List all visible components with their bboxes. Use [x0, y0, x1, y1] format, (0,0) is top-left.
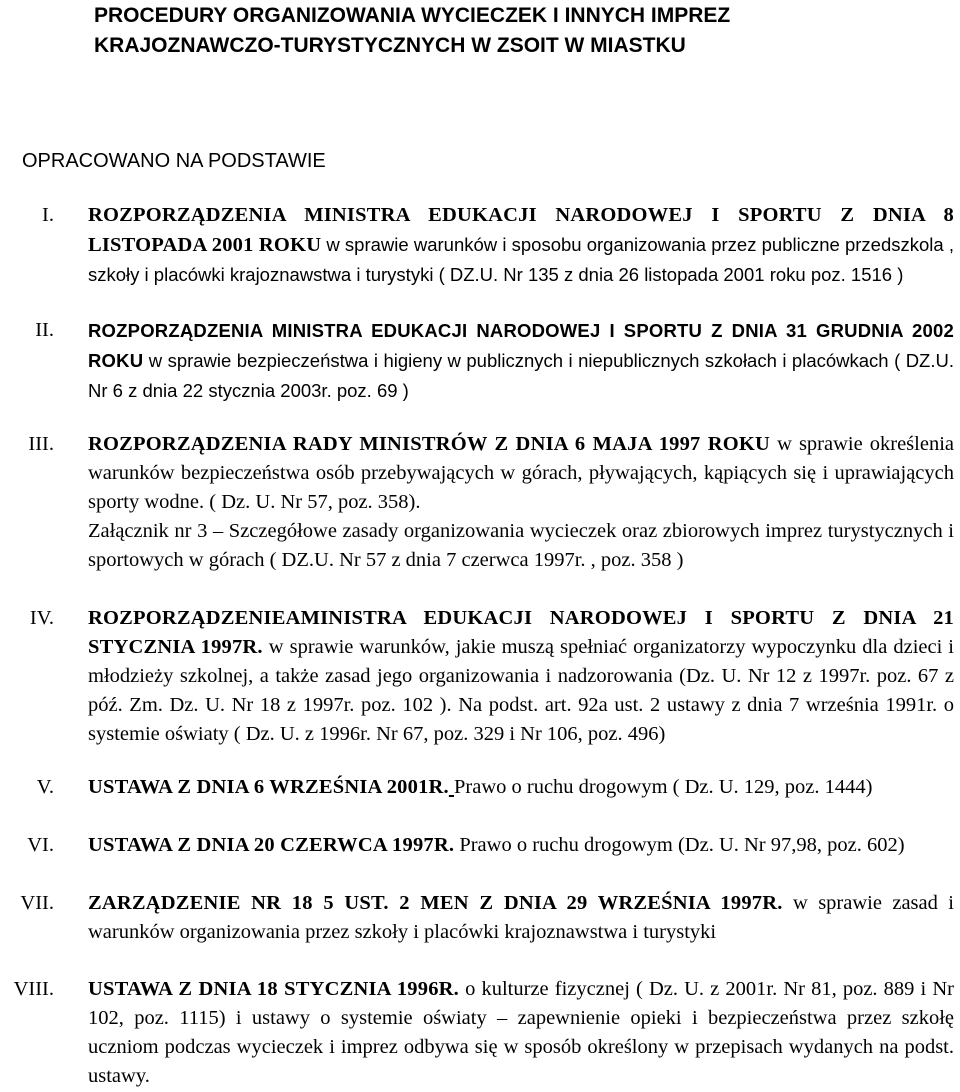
list-item [88, 316, 954, 406]
item-heading: ROZPORZĄDZENIA RADY MINISTRÓW Z DNIA 6 MAJA 1997 ROKU [88, 433, 771, 455]
item-text: w sprawie określenia warunków bezpieczeństwa osób przebywających w górach, pływających, kąpiących się i uprawiających sporty wodne. ( Dz. U. Nr 57, poz. 358). [88, 433, 954, 513]
list-item [88, 975, 954, 1091]
title-line-1: PROCEDURY ORGANIZOWANIA WYCIECZEK I INNYCH IMPREZ [94, 4, 731, 27]
item-heading: USTAWA Z DNIA 6 WRZEŚNIA 2001R. [88, 776, 449, 798]
item-text: w sprawie bezpieczeństwa i higieny w publicznych i niepublicznych szkołach i placówkach ( DZ.U. Nr 6 z dnia 22 stycznia 2003r. poz. 69 ) [88, 350, 954, 401]
document-title [94, 1, 730, 61]
item-text: o kulturze fizycznej ( Dz. U. z 2001r. Nr 81, poz. 889 i Nr 102, poz. 1115) i ustawy o systemie oświaty – zapewnienie opieki i bezpieczeństwa przez szkołę uczniom podczas wycieczek i imprez odbywa się w sposób określony w przepisach wydanych na podst. ustawy. [88, 978, 954, 1087]
item-heading: ROZPORZĄDZENIEAMINISTRA EDUKACJI NARODOWEJ I SPORTU Z DNIA 21 STYCZNIA 1997R. [88, 607, 954, 658]
item-number: III. [28, 433, 54, 455]
item-text: Prawo o ruchu drogowym (Dz. U. Nr 97,98, poz. 602) [459, 834, 905, 856]
item-text: Prawo o ruchu drogowym ( Dz. U. 129, poz. 1444) [454, 776, 873, 798]
item-number: IV. [29, 607, 54, 629]
item-number: II. [35, 319, 54, 341]
item-heading: USTAWA Z DNIA 18 STYCZNIA 1996R. [88, 978, 459, 1000]
title-line-2: KRAJOZNAWCZO-TURYSTYCZNYCH W ZSOIT W MIASTKU [94, 34, 686, 57]
item-text-annex: Załącznik nr 3 – Szczegółowe zasady organizowania wycieczek oraz zbiorowych imprez turystycznych i sportowych w górach ( DZ.U. Nr 57 z dnia 7 czerwca 1997r. , poz. 358 ) [88, 520, 954, 571]
item-heading: USTAWA Z DNIA 20 CZERWCA 1997R. [88, 834, 455, 856]
list-item [88, 430, 954, 575]
list-item [88, 604, 954, 749]
list-item [88, 201, 954, 290]
list-item [88, 889, 954, 947]
item-number: V. [36, 776, 54, 798]
item-text: w sprawie zasad i warunków organizowania przez szkoły i placówki krajoznawstwa i turystyki [88, 892, 954, 943]
item-number: I. [42, 204, 54, 226]
item-text: w sprawie warunków, jakie muszą spełniać organizatorzy wypoczynku dla dzieci i młodzieży szkolnej, a także zasad jego organizowania i nadzorowania (Dz. U. Nr 12 z 1997r. poz. 67 z póź. Zm. Dz. U. Nr 18 z 1997r. poz. 102 ). Na podst. art. 92a ust. 2 ustawy z dnia 7 września 1991r. o systemie oświaty ( Dz. U. z 1996r. Nr 67, poz. 329 i Nr 106, poz. 496) [88, 636, 955, 745]
item-number: VII. [20, 892, 54, 914]
item-heading: ROZPORZĄDZENIA MINISTRA EDUKACJI NARODOWEJ I SPORTU Z DNIA 8 LISTOPADA 2001 ROKU [88, 204, 954, 256]
list-item [88, 773, 954, 802]
item-number: VI. [27, 834, 54, 856]
item-text: w sprawie warunków i sposobu organizowania przez publiczne przedszkola , szkoły i placówki krajoznawstwa i turystyki ( DZ.U. Nr 135 z dnia 26 listopada 2001 roku poz. 1516 ) [88, 234, 955, 285]
item-heading: ZARZĄDZENIE NR 18 5 UST. 2 MEN Z DNIA 29 WRZEŚNIA 1997R. [88, 892, 783, 914]
item-heading: ROZPORZĄDZENIA MINISTRA EDUKACJI NARODOWEJ I SPORTU Z DNIA 31 GRUDNIA 2002 ROKU [88, 320, 954, 371]
item-number: VIII. [13, 978, 54, 1000]
list-item [88, 831, 954, 860]
basis-label: OPRACOWANO NA PODSTAWIE [22, 150, 326, 172]
